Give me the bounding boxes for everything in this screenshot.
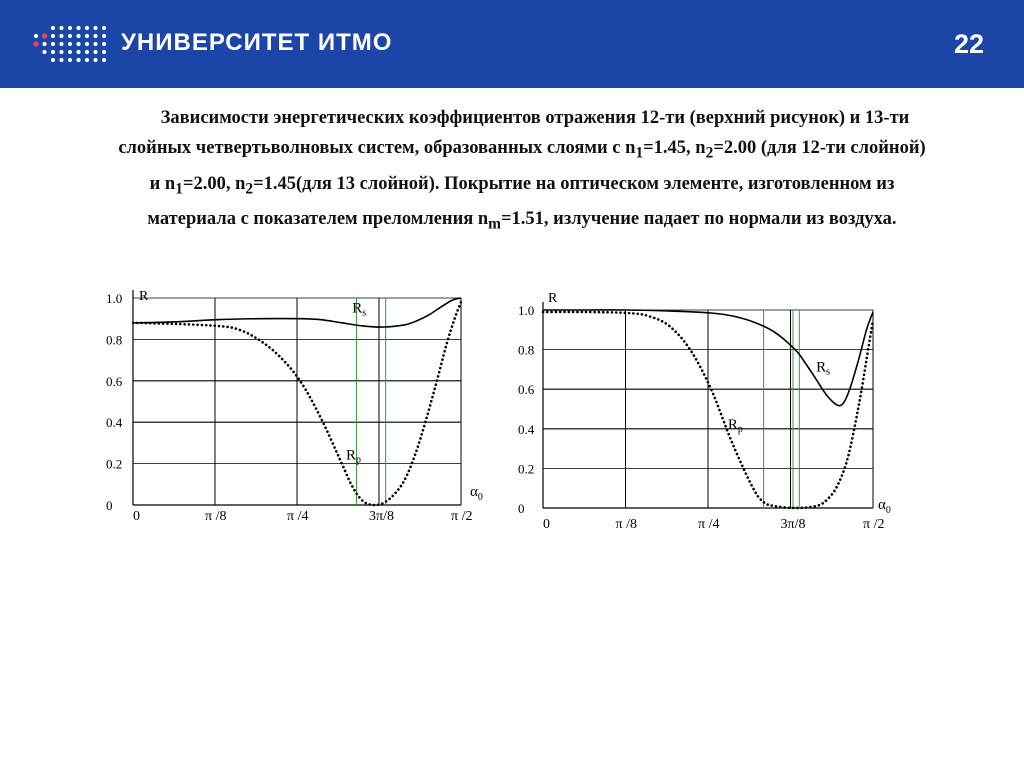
y-tick-label: 0.4: [518, 421, 535, 437]
caption-line-2a: слойных четвертьволновых систем, образованных слоями с n: [118, 138, 636, 158]
y-tick-label: 0.8: [106, 332, 123, 348]
caption-sub: 1: [635, 144, 644, 162]
y-tick-label: 0: [106, 498, 113, 513]
x-tick-label: 0: [543, 517, 550, 532]
x-axis-label: $\alpha_0$: [470, 484, 483, 503]
y-tick-label: 1.0: [106, 291, 123, 306]
org-name: УНИВЕРСИТЕТ ИТМО: [121, 29, 393, 56]
x-tick-label: π /4: [698, 517, 720, 532]
caption-line-2b: =1.45, n: [643, 138, 706, 158]
chart-1: [106, 289, 483, 524]
caption-line-3b: =2.00, n: [182, 173, 246, 194]
x-tick-label: π /8: [615, 517, 637, 532]
x-tick-label: π /8: [205, 509, 227, 524]
y-tick-label: 0.4: [106, 415, 123, 431]
x-axis-label: $\alpha_0$: [878, 497, 891, 516]
y-tick-label: 0.6: [518, 382, 535, 398]
x-tick-label: π /2: [863, 517, 885, 532]
x-tick-label: 0: [133, 509, 140, 524]
caption-sub: 2: [245, 180, 254, 198]
series-label-Rs: $R_s$: [352, 300, 367, 319]
y-tick-label: 0.2: [106, 456, 123, 472]
y-axis-label: R: [139, 289, 149, 304]
caption-sub: 1: [175, 180, 183, 198]
caption-line-1: Зависимости энергетических коэффициентов отражения 12-ти (верхний рисунок) и 13-ти: [160, 108, 910, 128]
y-tick-label: 0.8: [518, 342, 535, 358]
caption-line-4a: материала с показателем преломления n: [147, 209, 489, 230]
y-tick-label: 0.2: [518, 461, 535, 477]
y-tick-label: 0.6: [106, 373, 123, 389]
caption-sub: 2: [705, 144, 714, 162]
x-tick-label: π /2: [451, 509, 473, 524]
caption-sub: m: [488, 216, 501, 234]
y-tick-label: 1.0: [518, 303, 535, 318]
caption-line-3a: и n: [149, 173, 176, 194]
series-label-Rp: $R_p$: [345, 447, 362, 466]
y-tick-label: 0: [518, 501, 525, 516]
caption-line-4b: =1.51, излучение падает по нормали из воздуха.: [501, 209, 897, 230]
caption-line-3c: =1.45(для 13 слойной). Покрытие на оптическом элементе, изготовленном из: [253, 173, 895, 194]
chart-2: [518, 291, 891, 532]
x-tick-label: 3π/8: [369, 509, 394, 524]
series-label-Rs: $R_s$: [816, 359, 831, 378]
page-number: 22: [953, 29, 984, 59]
series-label-Rp: $R_p$: [727, 416, 743, 435]
x-tick-label: π /4: [287, 509, 309, 524]
x-tick-label: 3π/8: [780, 517, 806, 532]
caption-line-2c: =2.00 (для 12-ти слойной): [713, 138, 926, 158]
y-axis-label: R: [548, 291, 558, 306]
